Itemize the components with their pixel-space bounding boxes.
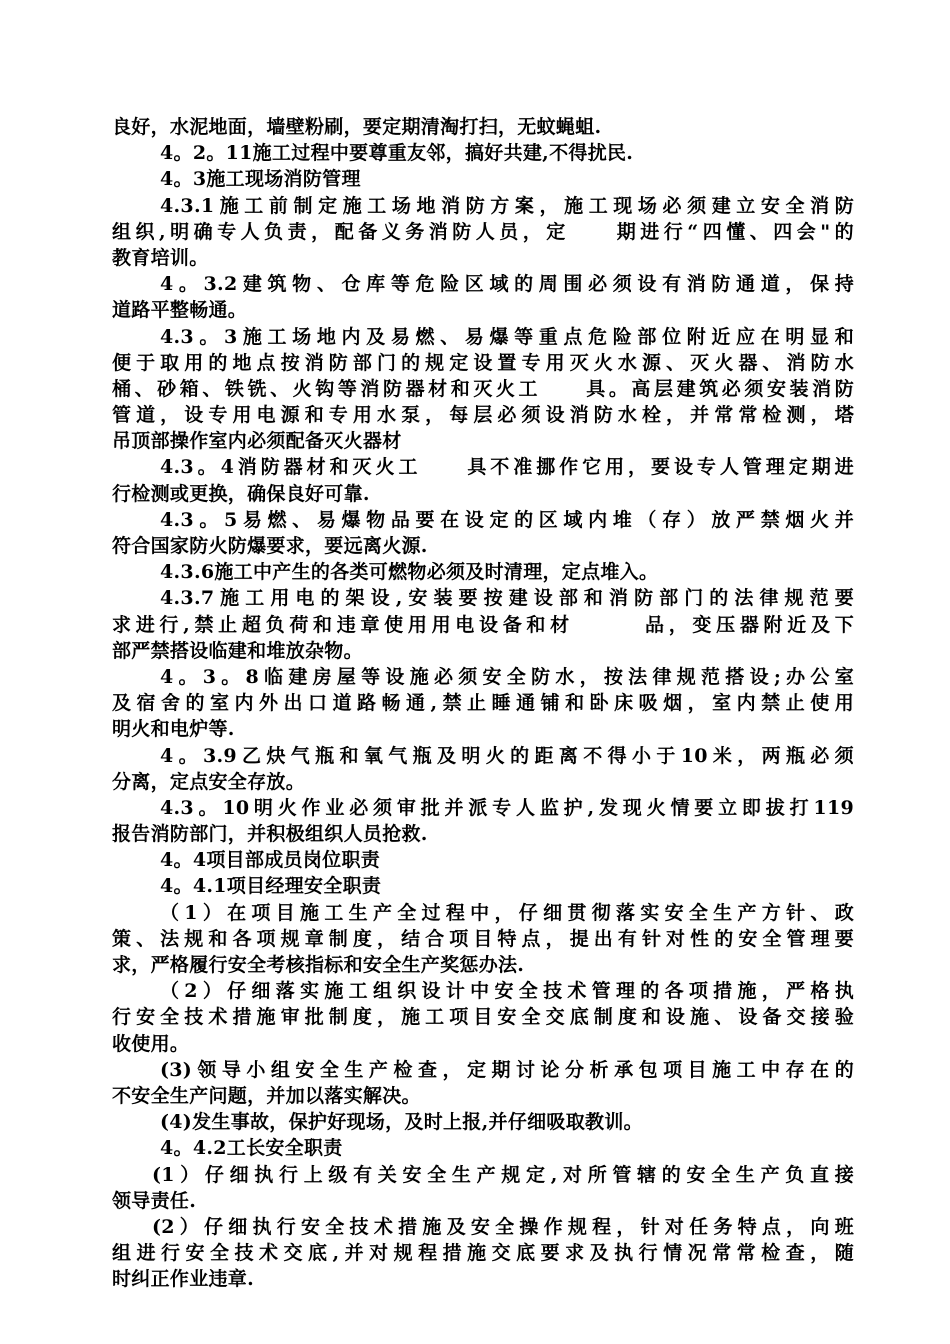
text-line: 明火和电炉等. — [112, 718, 235, 741]
text-line: 桶、砂箱、铁铣、火钩等消防器材和灭火工 具。高层建筑必须安装消防 — [112, 377, 854, 400]
text-line: 时纠正作业违章. — [112, 1268, 255, 1291]
text-line: 4.3。4消防器材和灭火工 具不准挪作它用，要设专人管理定期进 — [160, 456, 854, 479]
text-line: 行检测或更换，确保良好可靠. — [112, 482, 370, 505]
text-line: （1）在项目施工生产全过程中，仔细贯彻落实安全生产方针、政 — [160, 901, 854, 924]
text-line: 部严禁搭设临建和堆放杂物。 — [112, 639, 363, 662]
text-line: 分离，定点安全存放。 — [112, 770, 306, 793]
document-body — [112, 114, 854, 1292]
text-line: 4。4.2工长安全职责 — [160, 1137, 343, 1160]
text-line: 4.3.6施工中产生的各类可燃物必须及时清理，定点堆入。 — [160, 561, 659, 584]
text-line: 教育培训。 — [112, 246, 209, 269]
text-line: 4.3.1施工前制定施工场地消防方案，施工现场必须建立安全消防 — [160, 194, 854, 217]
text-line: 及宿舍的室内外出口道路畅通,禁止睡通铺和卧床吸烟，室内禁止使用 — [112, 692, 854, 715]
text-line: 组进行安全技术交底,并对规程措施交底要求及执行情况常常检查，随 — [112, 1242, 854, 1265]
text-line: (1）仔细执行上级有关安全生产规定,对所管辖的安全生产负直接 — [152, 1163, 854, 1186]
text-line: (4)发生事故，保护好现场，及时上报,并仔细吸取教训。 — [160, 1111, 643, 1134]
text-line: 便于取用的地点按消防部门的规定设置专用灭火水源、灭火器、消防水 — [112, 351, 854, 374]
text-line: 4。4.1项目经理安全职责 — [160, 875, 382, 898]
text-line: 收使用。 — [112, 1032, 190, 1055]
text-line: 4。3.2建筑物、仓库等危险区域的周围必须设有消防通道，保持 — [160, 273, 854, 296]
text-line: 不安全生产问题，并加以落实解决。 — [112, 1084, 421, 1107]
text-line: 4.3.7施工用电的架设,安装要按建设部和消防部门的法律规范要 — [160, 587, 854, 610]
text-line: 求，严格履行安全考核指标和安全生产奖惩办法. — [112, 954, 525, 976]
text-line: 求进行,禁止超负荷和违章使用用电设备和材 品，变压器附近及下 — [112, 613, 854, 636]
text-line: 符合国家防火防爆要求，要远离火源. — [112, 535, 428, 557]
text-line: 行安全技术措施审批制度，施工项目安全交底制度和设施、设备交接验 — [112, 1006, 854, 1029]
text-line: 4.3。3施工场地内及易燃、易爆等重点危险部位附近应在明显和 — [160, 325, 854, 348]
text-line: 管道，设专用电源和专用水泵，每层必须设消防水栓，并常常检测，塔 — [112, 404, 854, 427]
text-line: (3)领导小组安全生产检查，定期讨论分析承包项目施工中存在的 — [160, 1058, 854, 1081]
text-line: 良好，水泥地面，墙壁粉刷，要定期清淘打扫，无蚊蝇蛆. — [112, 116, 602, 138]
text-line: 4。3。8临建房屋等设施必须安全防水，按法律规范搭设;办公室 — [160, 665, 854, 688]
text-line: 策、法规和各项规章制度，结合项目特点，提出有针对性的安全管理要 — [112, 927, 854, 950]
text-line: 道路平整畅通。 — [112, 299, 248, 322]
text-line: 4.3。5易燃、易爆物品要在设定的区域内堆（存）放严禁烟火并 — [160, 508, 854, 531]
text-line: 4.3。10明火作业必须审批并派专人监护,发现火情要立即拔打119 — [160, 796, 854, 819]
text-line: (2）仔细执行安全技术措施及安全操作规程，针对任务特点，向班 — [152, 1215, 854, 1238]
text-line: 4。3施工现场消防管理 — [160, 168, 361, 191]
text-line: 4。3.9乙炔气瓶和氧气瓶及明火的距离不得小于10米，两瓶必须 — [160, 744, 854, 767]
text-line: 报告消防部门，并积极组织人员抢救. — [112, 823, 428, 846]
text-line: 领导责任. — [112, 1189, 197, 1212]
text-line: 组织,明确专人负责，配备义务消防人员，定 期进行“四懂、四会"的 — [112, 220, 854, 243]
text-line: 4。4项目部成员岗位职责 — [160, 849, 381, 872]
text-line: （2）仔细落实施工组织设计中安全技术管理的各项措施，严格执 — [160, 980, 854, 1003]
text-line: 吊顶部操作室内必须配备灭火器材 — [112, 430, 402, 453]
text-line: 4。2。11施工过程中要尊重友邻，搞好共建,不得扰民. — [160, 142, 634, 165]
